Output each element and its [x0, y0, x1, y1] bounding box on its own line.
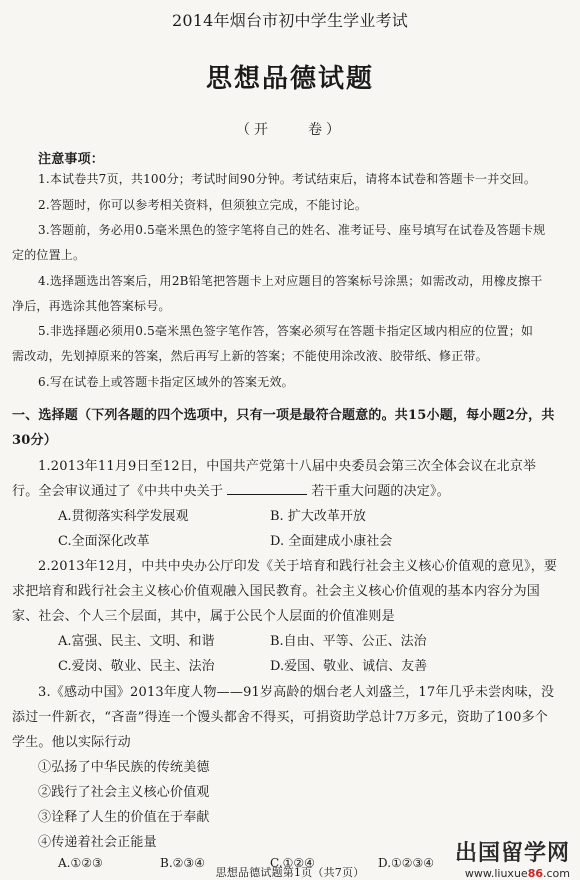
note-line: 5.非选择题必须用0.5毫米黑色签字笔作答，答案必须写在答题卡指定区域内相应的位置；如	[38, 324, 534, 338]
section-heading: 一、选择题（下列各题的四个选项中，只有一项是最符合题意的。共15小题，每小题2分，共	[12, 408, 555, 423]
section-heading-cont: 30分）	[12, 433, 57, 448]
option-c: C.爱岗、敬业、民主、法治	[58, 659, 215, 674]
notes-heading: 注意事项：	[38, 152, 105, 167]
watermark-brand: 出国留学网	[454, 841, 570, 866]
exam-mode: （开 卷）	[236, 122, 344, 138]
note-line: 6.写在试卷上或答题卡指定区域外的答案无效。	[38, 375, 294, 389]
note-line: 定的位置上。	[12, 248, 86, 262]
statement-item: ③诠释了人生的价值在于奉献	[38, 810, 210, 825]
question-1-text: 行。全会审议通过了《中共中央关于	[12, 484, 224, 499]
option-a: A.①②③	[58, 856, 103, 870]
question-3-stem: 3.《感动中国》2013年度人物——91岁高龄的烟台老人刘盛兰，17年几乎未尝肉味，没	[38, 685, 555, 700]
option-d: D. 全面建成小康社会	[270, 534, 393, 549]
question-1-stem-cont	[12, 480, 450, 499]
note-line: 净后，再选涂其他答案标号。	[12, 299, 171, 313]
note-line: 1.本试卷共7页，共100分；考试时间90分钟。考试结束后，请将本试卷和答题卡一并交回。	[38, 172, 537, 186]
note-line: 2.答题时，你可以参考相关资料，但须独立完成，不能讨论。	[38, 198, 368, 212]
watermark-url: www.liuxue86.com	[464, 867, 570, 880]
option-a: A.贯彻落实科学发展观	[58, 509, 189, 524]
question-2-stem-cont: 求把培育和践行社会主义核心价值观融入国民教育。社会主义核心价值观的基本内容分为国	[12, 584, 541, 599]
question-2-stem: 2.2013年12月，中共中央办公厅印发《关于培育和践行社会主义核心价值观的意见》，要	[38, 559, 558, 574]
question-1-stem: 1.2013年11月9日至12日，中国共产党第十八届中央委员会第三次全体会议在北京举	[38, 459, 537, 474]
option-d: D.①②③④	[378, 856, 435, 870]
question-1-text: 若干重大问题的决定》。	[311, 484, 450, 499]
exam-title: 2014年烟台市初中学生学业考试	[172, 11, 408, 30]
statement-item: ④传递着社会正能量	[38, 835, 157, 850]
option-b: B.自由、平等、公正、法治	[270, 634, 427, 649]
note-line: 3.答题前，务必用0.5毫米黑色的签字笔将自己的姓名、准考证号、座号填写在试卷及答题卡规	[38, 223, 546, 237]
answer-blank	[227, 484, 307, 495]
option-a: A.富强、民主、文明、和谐	[58, 634, 215, 649]
subject-title: 思想品德试题	[205, 64, 374, 94]
statement-item: ②践行了社会主义核心价值观	[38, 785, 210, 800]
statement-item: ①弘扬了中华民族的传统美德	[38, 760, 210, 775]
page-footer: 思想品德试题第1页（共7页）	[215, 866, 365, 879]
option-b: B. 扩大改革开放	[270, 509, 366, 524]
option-c: C.全面深化改革	[58, 534, 150, 549]
watermark	[455, 836, 570, 880]
question-2-stem-cont: 家、社会、个人三个层面，其中，属于公民个人层面的价值准则是	[12, 609, 395, 624]
note-line: 4.选择题选出答案后，用2B铅笔把答题卡上对应题目的答案标号涂黑；如需改动，用橡皮擦干	[38, 274, 543, 288]
option-b: B.②③④	[160, 856, 205, 870]
option-d: D.爱国、敬业、诚信、友善	[270, 659, 428, 674]
question-3-stem-cont: 学生。他以实际行动	[12, 735, 131, 750]
option-c: C.①②④	[270, 856, 315, 870]
question-3-stem-cont: 添过一件新衣，“吝啬”得连一个馒头都舍不得买，可捐资助学总计7万多元，资助了100多个	[12, 710, 548, 725]
note-line: 需改动，先划掉原来的答案，然后再写上新的答案；不能使用涂改液、胶带纸、修正带。	[12, 349, 488, 363]
